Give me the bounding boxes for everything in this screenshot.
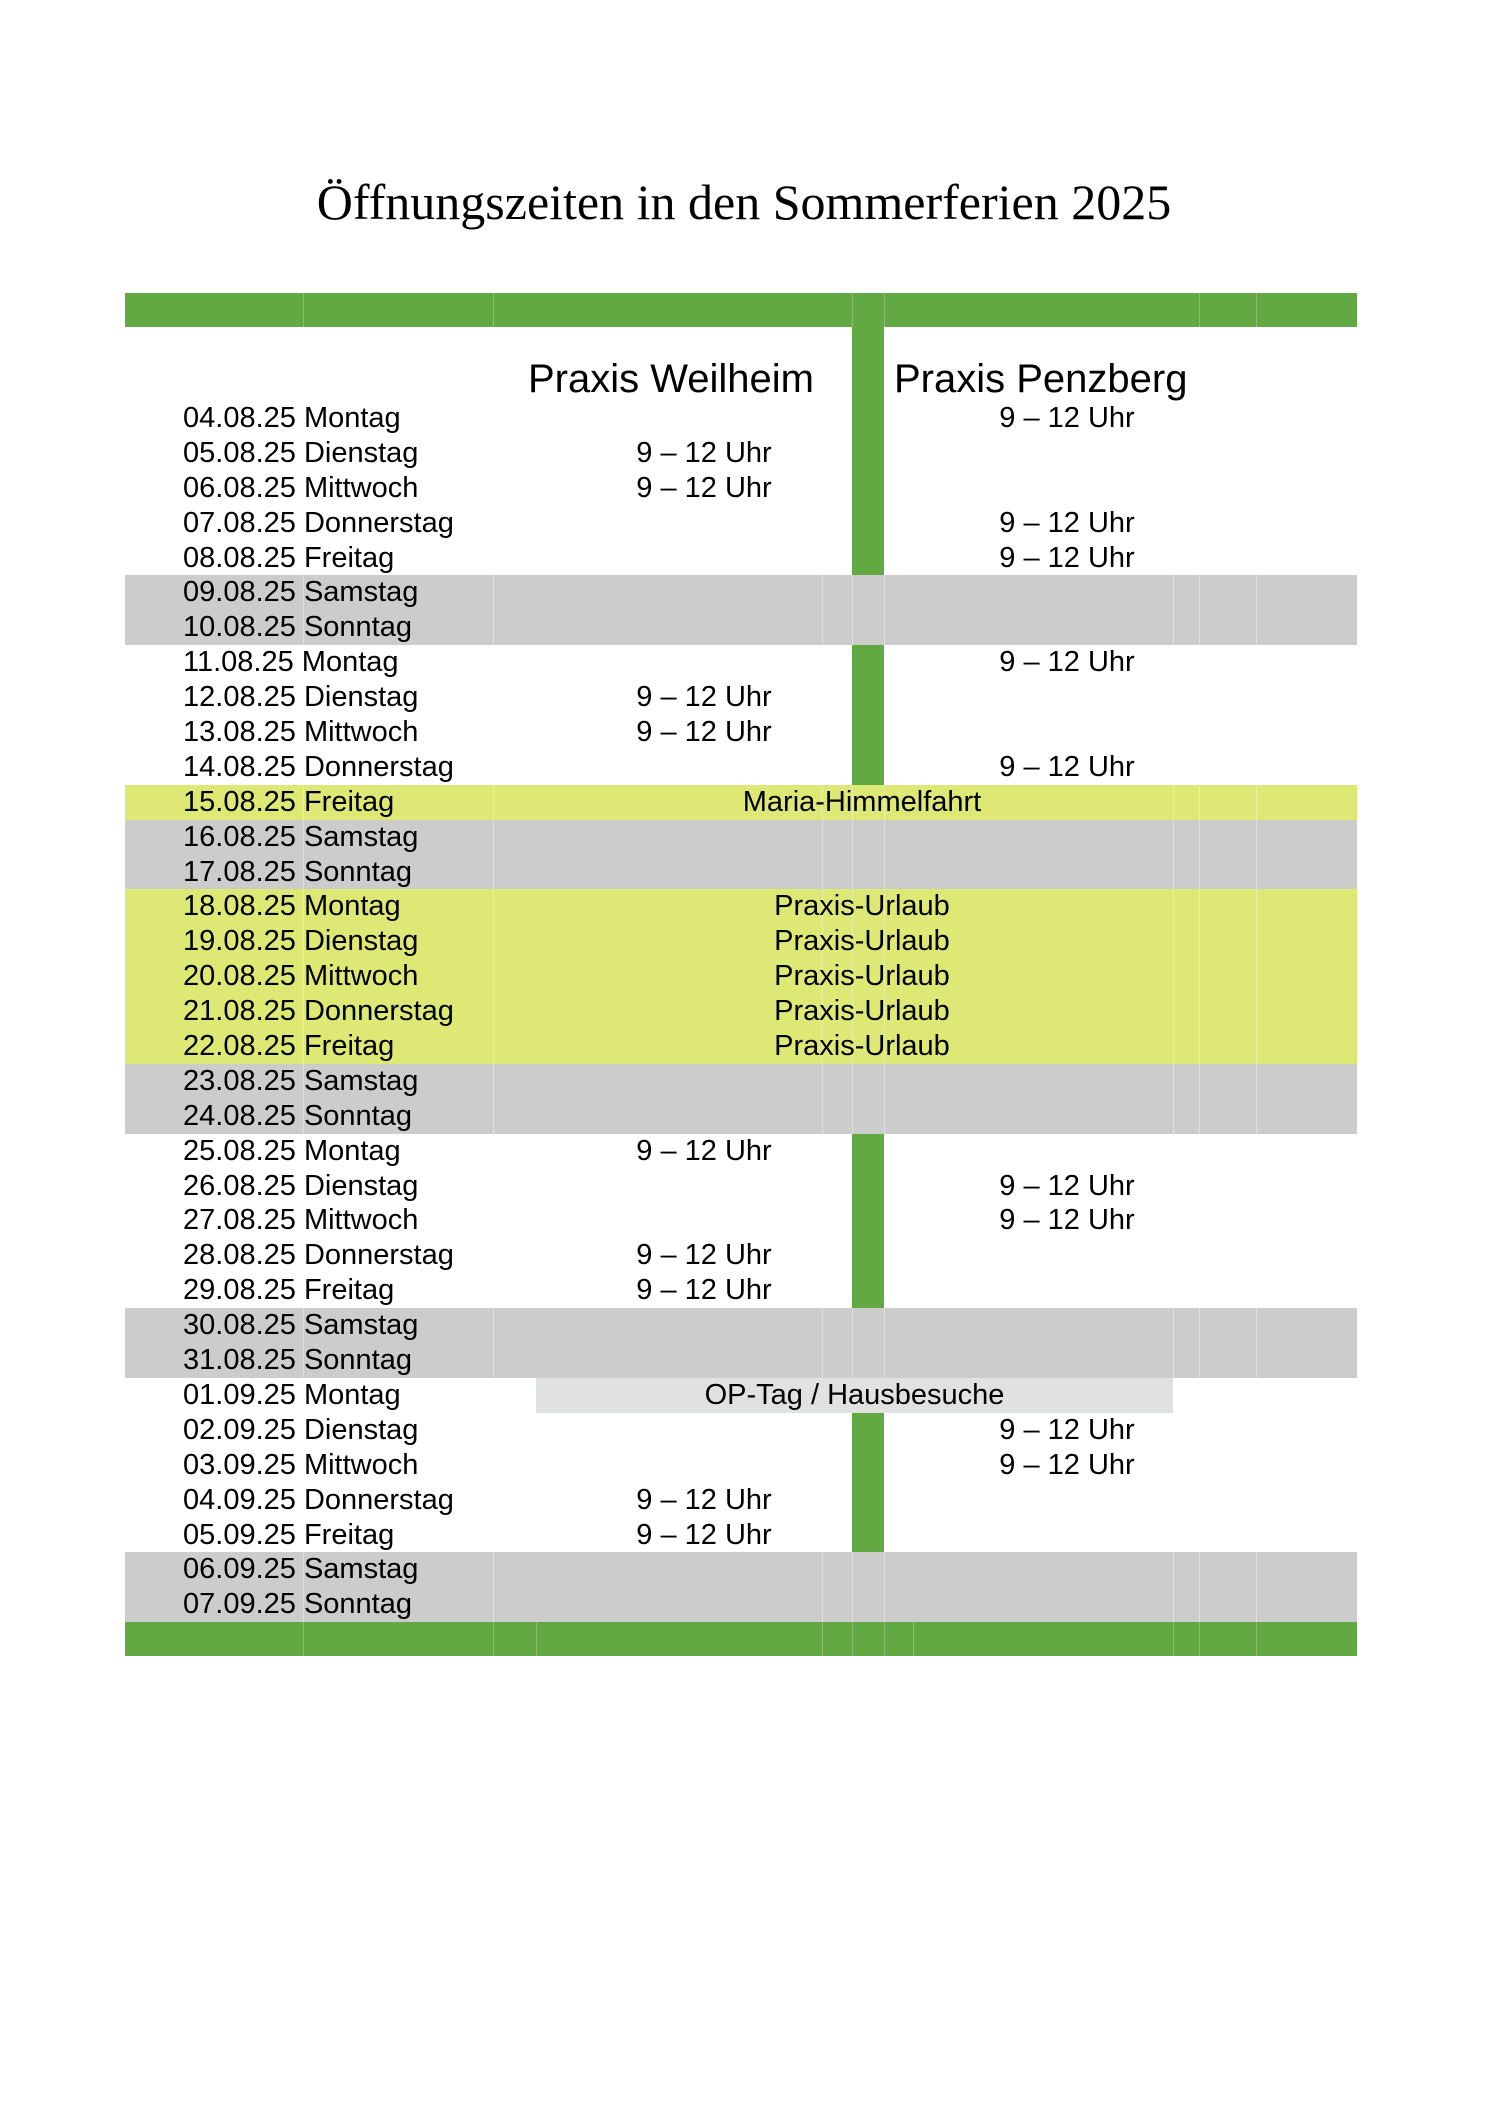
schedule-row — [125, 1343, 1357, 1378]
row-note: Praxis-Urlaub — [774, 1030, 950, 1063]
weilheim-hours: 9 – 12 Uhr — [636, 716, 772, 749]
schedule-rows — [125, 401, 1357, 1622]
row-date: 13.08.25 Mittwoch — [183, 716, 419, 749]
row-date: 08.08.25 Freitag — [183, 541, 395, 574]
weilheim-hours: 9 – 12 Uhr — [636, 1239, 772, 1272]
schedule-row — [125, 1169, 1357, 1204]
schedule-row — [125, 820, 1357, 855]
row-date: 25.08.25 Montag — [183, 1134, 401, 1167]
schedule-row — [125, 1308, 1357, 1343]
schedule-row — [125, 401, 1357, 436]
row-date: 16.08.25 Samstag — [183, 820, 419, 853]
row-date: 14.08.25 Donnerstag — [183, 750, 454, 783]
schedule-row — [125, 994, 1357, 1029]
schedule-row — [125, 680, 1357, 715]
schedule-row — [125, 436, 1357, 471]
schedule-row — [125, 1203, 1357, 1238]
row-date: 28.08.25 Donnerstag — [183, 1239, 454, 1272]
schedule-row — [125, 1238, 1357, 1273]
row-date: 26.08.25 Dienstag — [183, 1169, 419, 1202]
column-divider — [852, 506, 884, 541]
row-date: 01.09.25 Montag — [183, 1378, 401, 1411]
row-date: 27.08.25 Mittwoch — [183, 1204, 419, 1237]
row-date: 04.08.25 Montag — [183, 402, 401, 434]
schedule-row — [125, 1518, 1357, 1553]
schedule-row — [125, 1483, 1357, 1518]
schedule-row — [125, 1029, 1357, 1064]
schedule-row — [125, 1273, 1357, 1308]
row-note: Praxis-Urlaub — [774, 960, 950, 993]
penzberg-hours: 9 – 12 Uhr — [999, 750, 1135, 783]
schedule-row — [125, 541, 1357, 576]
column-divider — [852, 471, 884, 506]
schedule-row — [125, 1134, 1357, 1169]
penzberg-hours: 9 – 12 Uhr — [999, 506, 1135, 539]
column-header-weilheim: Praxis Weilheim — [528, 357, 814, 401]
row-date: 06.09.25 Samstag — [183, 1553, 419, 1586]
schedule-row — [125, 1448, 1357, 1483]
row-note: Praxis-Urlaub — [774, 995, 950, 1028]
row-date: 30.08.25 Samstag — [183, 1309, 419, 1342]
schedule-row — [125, 924, 1357, 959]
schedule-row — [125, 471, 1357, 506]
weilheim-hours: 9 – 12 Uhr — [636, 681, 772, 714]
column-divider — [852, 1518, 884, 1553]
weilheim-hours: 9 – 12 Uhr — [636, 1134, 772, 1167]
weilheim-hours: 9 – 12 Uhr — [636, 1483, 772, 1516]
column-divider — [852, 541, 884, 576]
schedule-row — [125, 855, 1357, 890]
column-divider — [852, 680, 884, 715]
column-divider — [852, 1273, 884, 1308]
column-header-penzberg: Praxis Penzberg — [894, 357, 1188, 401]
row-date: 03.09.25 Mittwoch — [183, 1448, 419, 1481]
column-divider — [852, 401, 884, 436]
schedule-row — [125, 1587, 1357, 1622]
row-note: OP-Tag / Hausbesuche — [704, 1378, 1005, 1411]
column-divider — [852, 1203, 884, 1238]
schedule-row — [125, 889, 1357, 924]
weilheim-hours: 9 – 12 Uhr — [636, 471, 772, 504]
column-divider — [852, 1483, 884, 1518]
bottom-green-bar — [125, 1622, 1357, 1656]
row-date: 12.08.25 Dienstag — [183, 681, 419, 714]
schedule-row — [125, 1099, 1357, 1134]
row-date: 07.09.25 Sonntag — [183, 1588, 412, 1621]
schedule-table — [125, 293, 1357, 1656]
column-divider — [852, 750, 884, 785]
weilheim-hours: 9 – 12 Uhr — [636, 436, 772, 469]
row-date: 19.08.25 Dienstag — [183, 925, 419, 958]
column-divider — [852, 715, 884, 750]
row-date: 10.08.25 Sonntag — [183, 611, 412, 644]
row-date: 02.09.25 Dienstag — [183, 1413, 419, 1446]
column-divider — [852, 327, 884, 401]
row-date: 06.08.25 Mittwoch — [183, 471, 419, 504]
row-date: 23.08.25 Samstag — [183, 1064, 419, 1097]
row-date: 04.09.25 Donnerstag — [183, 1483, 454, 1516]
schedule-row — [125, 610, 1357, 645]
row-date: 29.08.25 Freitag — [183, 1274, 395, 1307]
schedule-row — [125, 645, 1357, 680]
penzberg-hours: 9 – 12 Uhr — [999, 646, 1135, 679]
row-date: 15.08.25 Freitag — [183, 785, 395, 818]
row-date: 07.08.25 Donnerstag — [183, 506, 454, 539]
row-date: 31.08.25 Sonntag — [183, 1344, 412, 1377]
schedule-row — [125, 750, 1357, 785]
column-divider — [852, 1169, 884, 1204]
row-date: 11.08.25 Montag — [183, 646, 399, 679]
row-date: 22.08.25 Freitag — [183, 1030, 395, 1063]
column-divider — [852, 1448, 884, 1483]
penzberg-hours: 9 – 12 Uhr — [999, 1413, 1135, 1446]
column-divider — [852, 1134, 884, 1169]
column-divider — [852, 1238, 884, 1273]
penzberg-hours: 9 – 12 Uhr — [999, 1448, 1135, 1481]
penzberg-hours: 9 – 12 Uhr — [999, 1204, 1135, 1237]
column-header-row — [125, 327, 1357, 401]
schedule-row — [125, 506, 1357, 541]
column-divider — [852, 436, 884, 471]
row-note: Maria-Himmelfahrt — [742, 785, 982, 818]
column-divider — [852, 645, 884, 680]
row-date: 05.09.25 Freitag — [183, 1518, 395, 1551]
row-date: 17.08.25 Sonntag — [183, 855, 412, 888]
top-green-bar — [125, 293, 1357, 327]
schedule-row — [125, 1552, 1357, 1587]
row-note: Praxis-Urlaub — [774, 925, 950, 958]
schedule-row — [125, 1378, 1357, 1413]
penzberg-hours: 9 – 12 Uhr — [999, 402, 1135, 434]
row-date: 09.08.25 Samstag — [183, 576, 419, 609]
penzberg-hours: 9 – 12 Uhr — [999, 541, 1135, 574]
row-note: Praxis-Urlaub — [774, 890, 950, 923]
row-date: 05.08.25 Dienstag — [183, 436, 419, 469]
schedule-row — [125, 1064, 1357, 1099]
weilheim-hours: 9 – 12 Uhr — [636, 1518, 772, 1551]
schedule-row — [125, 785, 1357, 820]
row-date: 20.08.25 Mittwoch — [183, 960, 419, 993]
weilheim-hours: 9 – 12 Uhr — [636, 1274, 772, 1307]
schedule-row — [125, 575, 1357, 610]
page-title: Öffnungszeiten in den Sommerferien 2025 — [316, 174, 1172, 230]
row-date: 24.08.25 Sonntag — [183, 1099, 412, 1132]
schedule-row — [125, 959, 1357, 994]
schedule-row — [125, 715, 1357, 750]
schedule-row — [125, 1413, 1357, 1448]
row-date: 18.08.25 Montag — [183, 890, 401, 923]
penzberg-hours: 9 – 12 Uhr — [999, 1169, 1135, 1202]
column-divider — [852, 1413, 884, 1448]
row-date: 21.08.25 Donnerstag — [183, 995, 454, 1028]
